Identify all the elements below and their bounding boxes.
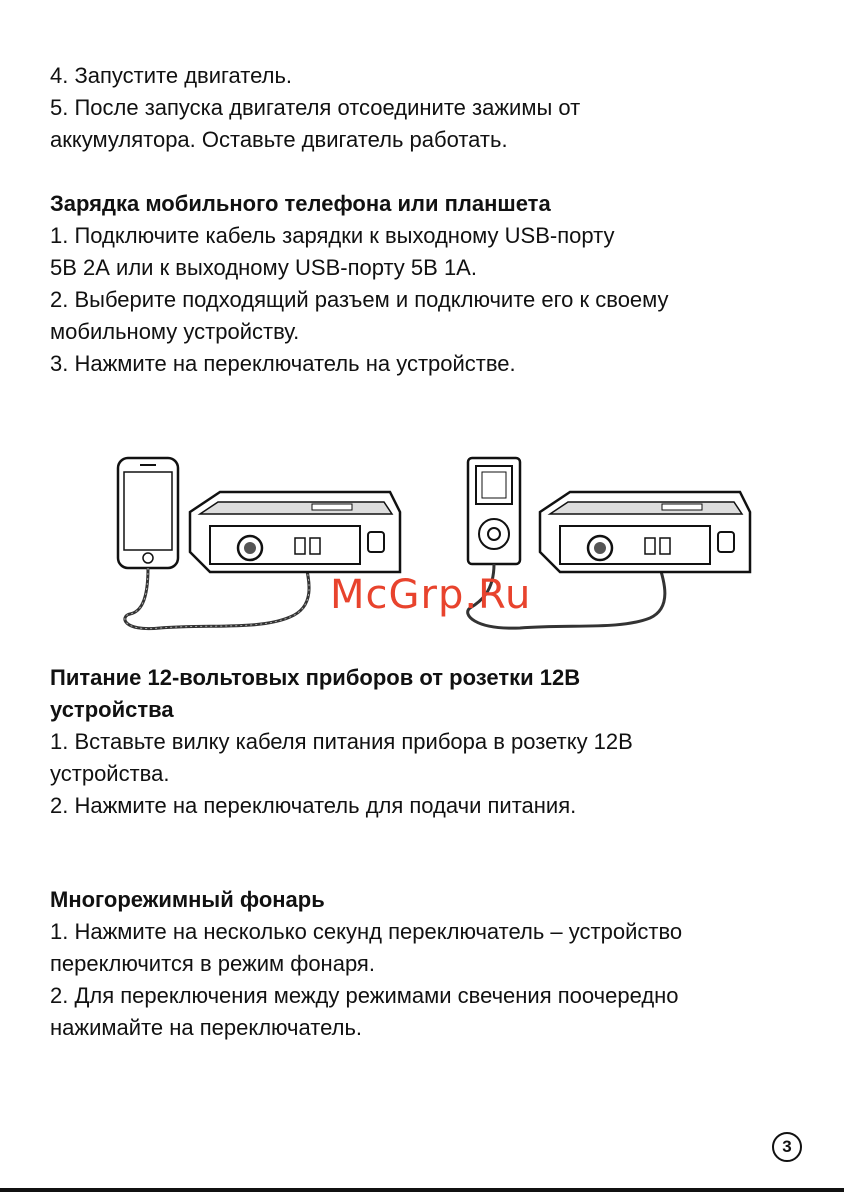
intro-line: 4. Запустите двигатель. <box>50 63 293 88</box>
section-line: 2. Выберите подходящий разъем и подключите его к своему <box>50 287 669 312</box>
section-flashlight <box>50 884 820 1044</box>
section-heading: Многорежимный фонарь <box>50 887 325 912</box>
section-line: 3. Нажмите на переключатель на устройстве. <box>50 351 516 376</box>
intro-line: аккумулятора. Оставьте двигатель работать. <box>50 127 508 152</box>
section-line: 5В 2А или к выходному USB-порту 5В 1А. <box>50 255 477 280</box>
page-number: 3 <box>772 1132 802 1162</box>
section-line: мобильному устройству. <box>50 319 300 344</box>
intro-steps <box>50 60 820 156</box>
intro-line: 5. После запуска двигателя отсоедините зажимы от <box>50 95 581 120</box>
section-heading: Питание 12-вольтовых приборов от розетки 12В <box>50 665 581 690</box>
watermark: McGrp.Ru <box>330 572 532 618</box>
section-line: переключится в режим фонаря. <box>50 951 375 976</box>
media-player-icon <box>468 458 520 564</box>
section-12v <box>50 662 820 822</box>
section-line: устройства. <box>50 761 170 786</box>
section-line: 1. Вставьте вилку кабеля питания прибора в розетку 12В <box>50 729 633 754</box>
section-line: 1. Нажмите на несколько секунд переключатель – устройство <box>50 919 683 944</box>
bottom-rule <box>0 1188 844 1192</box>
smartphone-icon <box>118 458 178 568</box>
section-line: 2. Для переключения между режимами свечения поочередно <box>50 983 679 1008</box>
section-line: 2. Нажмите на переключатель для подачи питания. <box>50 793 577 818</box>
section-heading: устройства <box>50 697 174 722</box>
section-line: нажимайте на переключатель. <box>50 1015 363 1040</box>
section-heading: Зарядка мобильного телефона или планшета <box>50 191 551 216</box>
section-line: 1. Подключите кабель зарядки к выходному USB-порту <box>50 223 615 248</box>
section-charging <box>50 188 820 380</box>
power-bank-icon <box>540 492 750 572</box>
power-bank-icon <box>190 492 400 572</box>
